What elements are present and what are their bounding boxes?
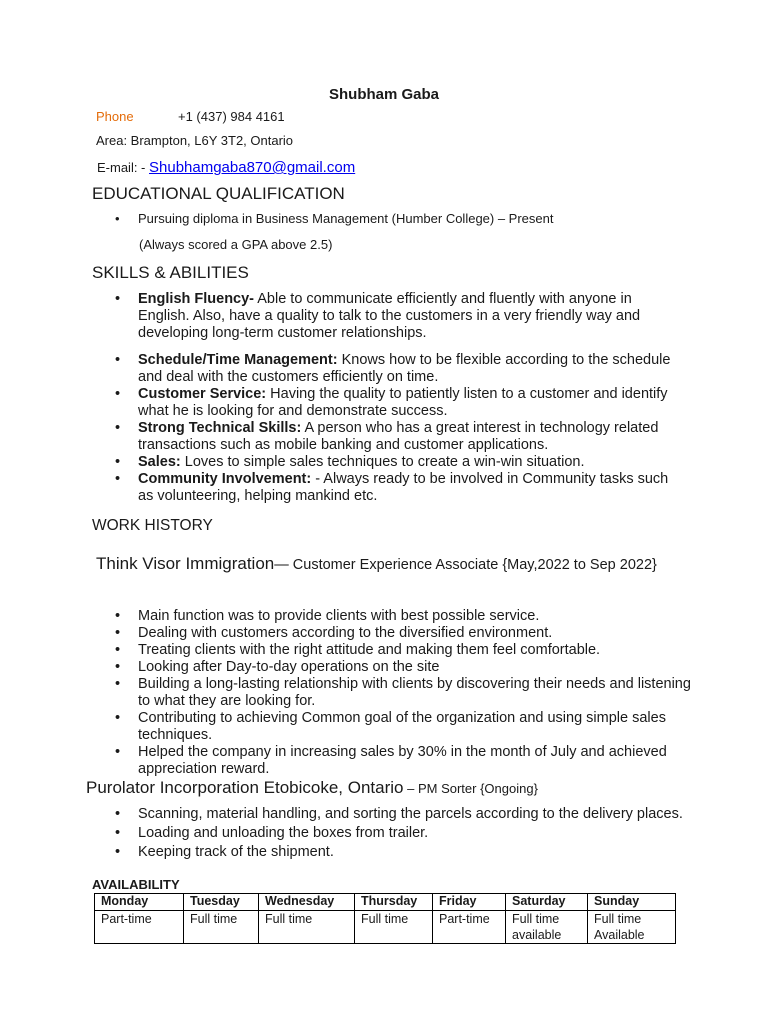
education-list [92, 211, 692, 226]
area-text: Area: Brampton, L6Y 3T2, Ontario [96, 133, 294, 148]
column-header: Saturday [506, 894, 588, 911]
skill-item [92, 352, 682, 386]
table-cell: Full time Available [588, 911, 676, 944]
column-header: Friday [433, 894, 506, 911]
skill-title: Schedule/Time Management: [138, 352, 338, 368]
skill-text: - Always ready to be involved in Community tasks such as volunteering, helping mankind etc. [138, 471, 669, 504]
duty-item: • Treating clients with the right attitude and making them feel comfortable. [92, 642, 692, 659]
list-item: • Pursuing diploma in Business Management (Humber College) – Present [92, 211, 692, 226]
skill-item [92, 454, 682, 471]
duty-item: • Helped the company in increasing sales by 30% in the month of July and achieved appreciation reward. [92, 744, 692, 778]
job-dates: {May,2022 to Sep 2022} [498, 557, 657, 573]
skill-title: Strong Technical Skills: [138, 420, 302, 436]
availability-table [94, 893, 676, 944]
skill-item [92, 471, 682, 505]
duty-item: • Dealing with customers according to the diversified environment. [92, 625, 692, 642]
duty-item: • Scanning, material handling, and sorting the parcels according to the delivery places. [92, 806, 692, 823]
skill-text: Loves to simple sales techniques to create a win-win situation. [180, 454, 585, 470]
skill-title: Customer Service: [138, 386, 267, 402]
skills-heading: SKILLS & ABILITIES [92, 263, 249, 282]
skill-item [92, 386, 682, 420]
table-cell: Full time available [506, 911, 588, 944]
duty-item: • Main function was to provide clients with best possible service. [92, 608, 692, 625]
column-header: Monday [95, 894, 184, 911]
skill-text: Knows how to be flexible according to the schedule and deal with the customers efficiently on time. [138, 352, 671, 385]
duty-item: • Keeping track of the shipment. [92, 844, 692, 861]
duty-item: • Loading and unloading the boxes from trailer. [92, 825, 692, 842]
phone-number: +1 (437) 984 4161 [178, 109, 285, 124]
table-cell: Part-time [433, 911, 506, 944]
skill-title: English Fluency- [138, 291, 255, 307]
skills-list [92, 352, 682, 505]
skill-text: A person who has a great interest in technology related transactions such as mobile banking and customer applications. [138, 420, 659, 453]
duty-item: • Looking after Day-to-day operations on the site [92, 659, 692, 676]
email-label: E-mail: - [97, 160, 149, 175]
column-header: Wednesday [259, 894, 355, 911]
skill-text: Able to communicate efficiently and fluently with anyone in English. Also, have a quality to talk to the customers in a very friendly way and developing long-term customer relationships. [138, 291, 641, 341]
job-role: – PM Sorter {Ongoing} [403, 781, 538, 796]
duty-item: • Building a long-lasting relationship with clients by discovering their needs and listening to what they are looking for. [92, 676, 692, 710]
education-note: (Always scored a GPA above 2.5) [139, 237, 333, 252]
availability-label: AVAILABILITY [92, 877, 180, 892]
column-header: Sunday [588, 894, 676, 911]
resume-name: Shubham Gaba [328, 86, 440, 103]
work-heading: WORK HISTORY [92, 517, 213, 534]
skills-list-first [92, 291, 682, 342]
job-role: — Customer Experience Associate [274, 557, 499, 573]
skill-title: Community Involvement: [138, 471, 312, 487]
email-link[interactable]: Shubhamgaba870@gmail.com [149, 159, 356, 176]
table-cell: Full time [355, 911, 433, 944]
education-heading: EDUCATIONAL QUALIFICATION [92, 184, 345, 203]
skill-text: Having the quality to patiently listen to a customer and identify what he is looking for and demonstrate success. [138, 386, 668, 419]
column-header: Thursday [355, 894, 433, 911]
table-cell: Full time [184, 911, 259, 944]
email-line [97, 159, 355, 176]
company-name: Think Visor Immigration [96, 554, 275, 573]
phone-label: Phone [96, 109, 134, 124]
table-header-row [95, 894, 676, 911]
job-header [92, 555, 692, 574]
table-row [95, 911, 676, 944]
table-cell: Part-time [95, 911, 184, 944]
column-header: Tuesday [184, 894, 259, 911]
job-duties [92, 608, 692, 778]
table-cell: Full time [259, 911, 355, 944]
duty-item: • Contributing to achieving Common goal of the organization and using simple sales techniques. [92, 710, 692, 744]
job-duties [92, 806, 692, 861]
skill-item [92, 291, 682, 342]
company-name: Purolator Incorporation Etobicoke, Ontario [86, 778, 404, 797]
skill-item [92, 420, 682, 454]
job-header [86, 778, 538, 798]
skill-title: Sales: [138, 454, 181, 470]
